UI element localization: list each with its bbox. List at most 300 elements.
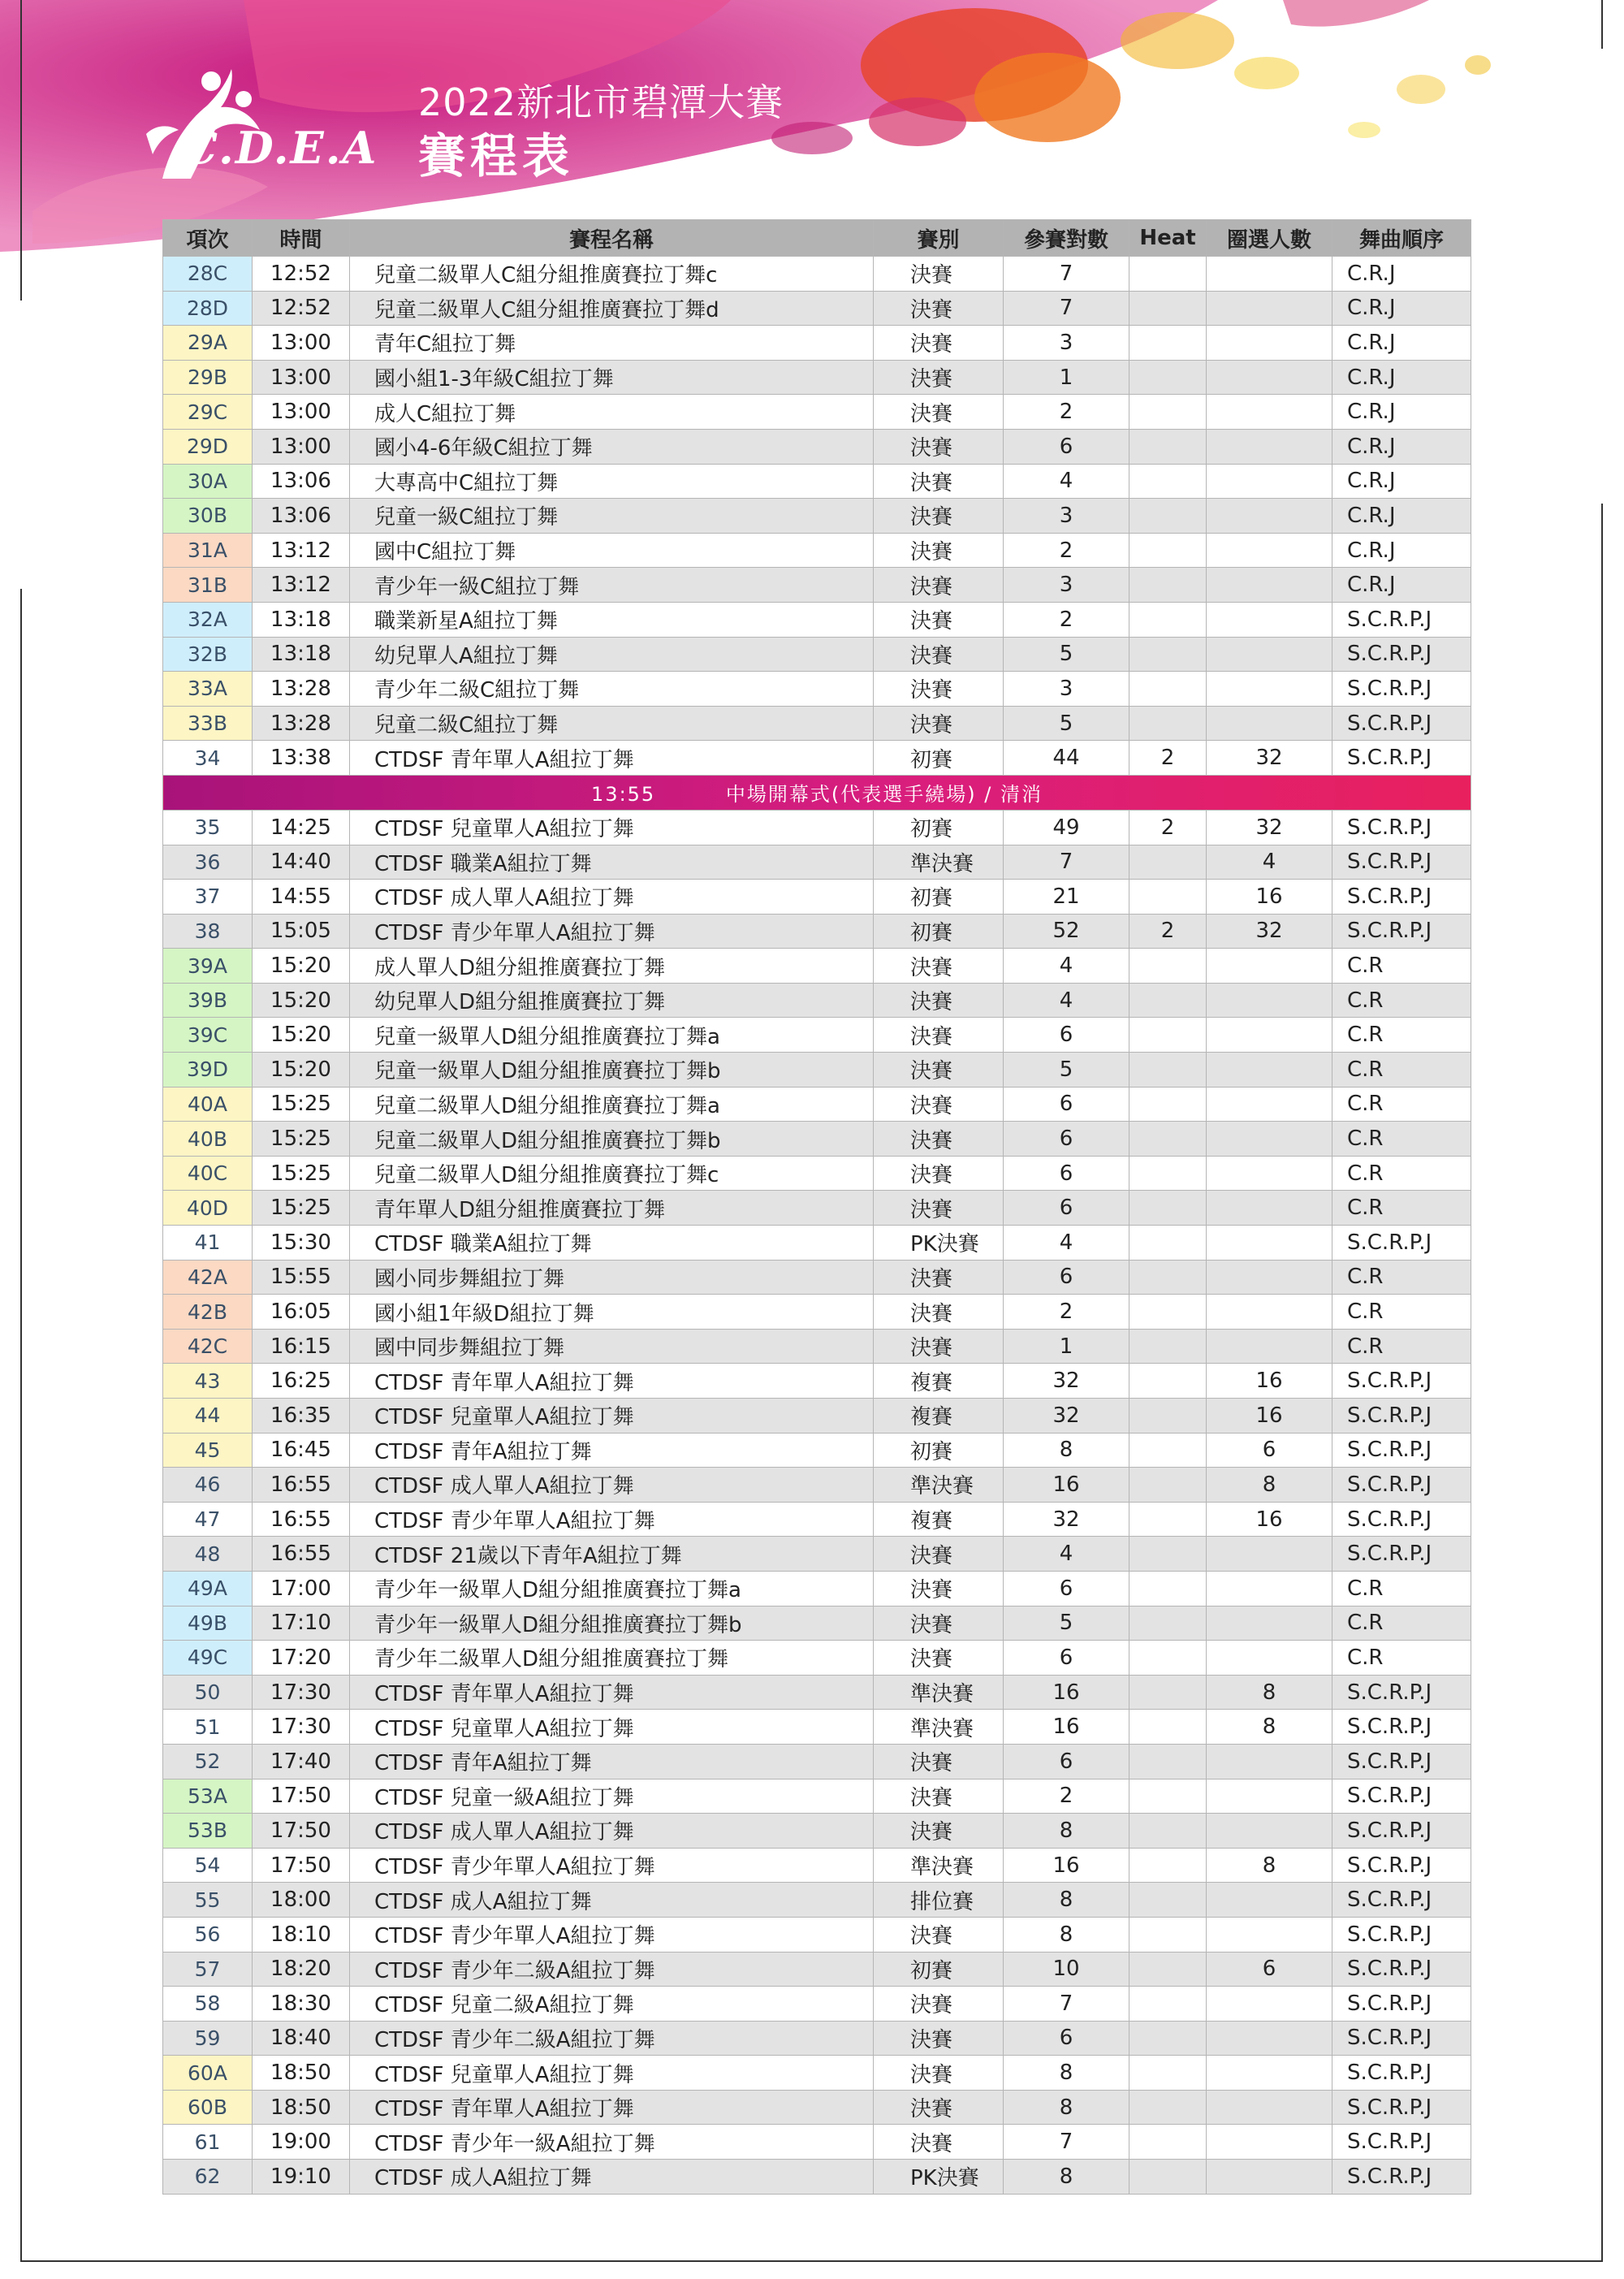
cell-select xyxy=(1207,1226,1332,1261)
cell-couples: 6 xyxy=(1004,1191,1129,1226)
cell-time: 16:25 xyxy=(253,1364,350,1399)
cell-event-name: CTDSF 青年單人A組拉丁舞 xyxy=(350,1364,874,1399)
cell-select xyxy=(1207,1156,1332,1191)
cell-id: 56 xyxy=(163,1917,253,1952)
cell-dance-order: S.C.R.P.J xyxy=(1332,810,1471,845)
cell-heat xyxy=(1129,1675,1207,1710)
cell-couples: 5 xyxy=(1004,637,1129,672)
cell-heat xyxy=(1129,1571,1207,1606)
table-row xyxy=(163,1468,1471,1503)
cell-time: 17:10 xyxy=(253,1606,350,1641)
cell-select xyxy=(1207,464,1332,499)
event-title: 2022新北市碧潭大賽 xyxy=(418,80,784,124)
cell-time: 13:28 xyxy=(253,706,350,741)
cell-time: 12:52 xyxy=(253,291,350,326)
cell-time: 18:00 xyxy=(253,1883,350,1918)
cell-id: 62 xyxy=(163,2160,253,2195)
table-row xyxy=(163,1848,1471,1883)
cell-select xyxy=(1207,1018,1332,1053)
cell-time: 18:20 xyxy=(253,1952,350,1987)
table-row xyxy=(163,1087,1471,1122)
cell-heat xyxy=(1129,2090,1207,2125)
cell-id: 29A xyxy=(163,326,253,361)
table-row xyxy=(163,2125,1471,2160)
cell-heat xyxy=(1129,1053,1207,1088)
cell-round: 準決賽 xyxy=(874,1710,1004,1745)
cell-event-name: CTDSF 青少年二級A組拉丁舞 xyxy=(350,2021,874,2056)
schedule-rows-before-break xyxy=(163,257,1471,776)
cell-event-name: CTDSF 青年A組拉丁舞 xyxy=(350,1433,874,1468)
cell-select: 32 xyxy=(1207,914,1332,949)
cell-round: 決賽 xyxy=(874,533,1004,568)
cell-heat xyxy=(1129,1883,1207,1918)
cell-dance-order: S.C.R.P.J xyxy=(1332,2090,1471,2125)
table-row xyxy=(163,1571,1471,1606)
table-row xyxy=(163,1744,1471,1779)
cell-time: 19:10 xyxy=(253,2160,350,2195)
cell-dance-order: S.C.R.P.J xyxy=(1332,2160,1471,2195)
cell-dance-order: S.C.R.P.J xyxy=(1332,2021,1471,2056)
cell-dance-order: S.C.R.P.J xyxy=(1332,1364,1471,1399)
cell-id: 61 xyxy=(163,2125,253,2160)
cell-heat xyxy=(1129,983,1207,1018)
cell-time: 14:55 xyxy=(253,880,350,915)
cell-time: 18:10 xyxy=(253,1917,350,1952)
cell-dance-order: S.C.R.P.J xyxy=(1332,1710,1471,1745)
cell-couples: 2 xyxy=(1004,533,1129,568)
cell-couples: 5 xyxy=(1004,1606,1129,1641)
cell-id: 40A xyxy=(163,1087,253,1122)
table-row xyxy=(163,1122,1471,1157)
table-row xyxy=(163,1779,1471,1814)
cell-event-name: 國小4-6年級C組拉丁舞 xyxy=(350,429,874,464)
cell-couples: 21 xyxy=(1004,880,1129,915)
cell-heat xyxy=(1129,1226,1207,1261)
cell-round: 決賽 xyxy=(874,672,1004,707)
cell-time: 15:30 xyxy=(253,1226,350,1261)
cell-dance-order: S.C.R.P.J xyxy=(1332,1399,1471,1434)
table-row xyxy=(163,1399,1471,1434)
table-row xyxy=(163,533,1471,568)
cell-event-name: CTDSF 成人單人A組拉丁舞 xyxy=(350,1814,874,1849)
cell-event-name: CTDSF 兒童單人A組拉丁舞 xyxy=(350,2056,874,2091)
cell-dance-order: C.R.J xyxy=(1332,291,1471,326)
cell-couples: 3 xyxy=(1004,499,1129,534)
cell-id: 32A xyxy=(163,602,253,637)
cell-time: 15:55 xyxy=(253,1260,350,1295)
table-row xyxy=(163,1053,1471,1088)
col-header-time: 時間 xyxy=(253,220,350,257)
table-row xyxy=(163,1191,1471,1226)
cell-select: 32 xyxy=(1207,810,1332,845)
logo-text: C.D.E.A xyxy=(183,122,378,174)
cell-id: 31B xyxy=(163,568,253,603)
cell-select: 16 xyxy=(1207,880,1332,915)
cell-select xyxy=(1207,568,1332,603)
cell-dance-order: C.R xyxy=(1332,1260,1471,1295)
cell-round: 決賽 xyxy=(874,1641,1004,1676)
cell-round: 決賽 xyxy=(874,949,1004,984)
cell-couples: 32 xyxy=(1004,1399,1129,1434)
table-row xyxy=(163,1537,1471,1572)
cell-round: 決賽 xyxy=(874,1744,1004,1779)
cell-heat xyxy=(1129,1848,1207,1883)
cell-id: 31A xyxy=(163,533,253,568)
cell-time: 18:50 xyxy=(253,2090,350,2125)
cell-round: 決賽 xyxy=(874,1814,1004,1849)
cell-heat: 2 xyxy=(1129,914,1207,949)
cell-dance-order: C.R xyxy=(1332,1122,1471,1157)
cell-event-name: CTDSF 兒童一級A組拉丁舞 xyxy=(350,1779,874,1814)
cell-id: 39A xyxy=(163,949,253,984)
cell-dance-order: C.R xyxy=(1332,1329,1471,1364)
cell-dance-order: S.C.R.P.J xyxy=(1332,672,1471,707)
cell-select xyxy=(1207,1329,1332,1364)
cell-round: 決賽 xyxy=(874,1191,1004,1226)
cell-id: 42C xyxy=(163,1329,253,1364)
cell-round: 準決賽 xyxy=(874,1468,1004,1503)
cell-couples: 7 xyxy=(1004,291,1129,326)
cell-dance-order: C.R xyxy=(1332,983,1471,1018)
cell-time: 15:25 xyxy=(253,1087,350,1122)
cell-heat xyxy=(1129,2056,1207,2091)
cell-id: 39C xyxy=(163,1018,253,1053)
cell-heat xyxy=(1129,949,1207,984)
cell-select xyxy=(1207,1260,1332,1295)
cell-select xyxy=(1207,1295,1332,1330)
cell-couples: 7 xyxy=(1004,845,1129,880)
cell-event-name: CTDSF 青少年單人A組拉丁舞 xyxy=(350,1848,874,1883)
cell-time: 15:20 xyxy=(253,1053,350,1088)
cell-dance-order: C.R xyxy=(1332,949,1471,984)
cell-couples: 3 xyxy=(1004,326,1129,361)
cell-dance-order: S.C.R.P.J xyxy=(1332,1744,1471,1779)
cell-dance-order: C.R xyxy=(1332,1053,1471,1088)
crop-mark-right-top xyxy=(1601,0,1603,49)
table-row xyxy=(163,360,1471,395)
cell-heat xyxy=(1129,2021,1207,2056)
cell-id: 49A xyxy=(163,1571,253,1606)
cell-event-name: CTDSF 青少年一級A組拉丁舞 xyxy=(350,2125,874,2160)
cell-event-name: CTDSF 青少年單人A組拉丁舞 xyxy=(350,1917,874,1952)
cell-round: 準決賽 xyxy=(874,1848,1004,1883)
cell-id: 35 xyxy=(163,810,253,845)
cell-couples: 32 xyxy=(1004,1502,1129,1537)
cell-time: 12:52 xyxy=(253,257,350,292)
table-row xyxy=(163,1364,1471,1399)
cell-time: 15:20 xyxy=(253,1018,350,1053)
cell-heat: 2 xyxy=(1129,741,1207,776)
cell-dance-order: C.R.J xyxy=(1332,326,1471,361)
cell-time: 14:25 xyxy=(253,810,350,845)
cell-time: 13:12 xyxy=(253,533,350,568)
cell-time: 13:06 xyxy=(253,464,350,499)
cell-time: 16:15 xyxy=(253,1329,350,1364)
cell-round: 複賽 xyxy=(874,1364,1004,1399)
cell-id: 49C xyxy=(163,1641,253,1676)
cell-heat xyxy=(1129,1295,1207,1330)
cell-id: 32B xyxy=(163,637,253,672)
cell-time: 17:50 xyxy=(253,1848,350,1883)
cell-id: 51 xyxy=(163,1710,253,1745)
cell-heat xyxy=(1129,1537,1207,1572)
cell-id: 52 xyxy=(163,1744,253,1779)
cell-time: 18:30 xyxy=(253,1987,350,2022)
cell-couples: 6 xyxy=(1004,1156,1129,1191)
cell-select xyxy=(1207,672,1332,707)
cell-heat xyxy=(1129,1641,1207,1676)
cell-dance-order: S.C.R.P.J xyxy=(1332,706,1471,741)
cell-couples: 6 xyxy=(1004,1018,1129,1053)
table-row xyxy=(163,1156,1471,1191)
cell-select xyxy=(1207,2090,1332,2125)
cell-time: 16:05 xyxy=(253,1295,350,1330)
cell-select xyxy=(1207,706,1332,741)
cell-heat: 2 xyxy=(1129,810,1207,845)
cell-heat xyxy=(1129,845,1207,880)
cell-time: 13:06 xyxy=(253,499,350,534)
cell-id: 47 xyxy=(163,1502,253,1537)
cell-select xyxy=(1207,1191,1332,1226)
cell-couples: 5 xyxy=(1004,1053,1129,1088)
table-header-row xyxy=(163,220,1471,257)
table-row xyxy=(163,1260,1471,1295)
cell-couples: 8 xyxy=(1004,2160,1129,2195)
cell-round: 決賽 xyxy=(874,706,1004,741)
cell-time: 13:38 xyxy=(253,741,350,776)
cell-event-name: 兒童二級單人D組分組推廣賽拉丁舞c xyxy=(350,1156,874,1191)
cell-heat xyxy=(1129,1156,1207,1191)
cell-select xyxy=(1207,983,1332,1018)
cell-dance-order: C.R.J xyxy=(1332,257,1471,292)
cell-couples: 8 xyxy=(1004,2090,1129,2125)
cell-time: 15:20 xyxy=(253,983,350,1018)
cell-couples: 3 xyxy=(1004,672,1129,707)
cell-heat xyxy=(1129,360,1207,395)
cell-couples: 1 xyxy=(1004,1329,1129,1364)
cell-round: 準決賽 xyxy=(874,845,1004,880)
cell-event-name: 青少年一級單人D組分組推廣賽拉丁舞a xyxy=(350,1571,874,1606)
crop-mark-left-top xyxy=(20,0,22,301)
cell-heat xyxy=(1129,1779,1207,1814)
schedule-rows-after-break xyxy=(163,810,1471,2194)
cell-dance-order: S.C.R.P.J xyxy=(1332,1883,1471,1918)
cell-event-name: 青少年一級單人D組分組推廣賽拉丁舞b xyxy=(350,1606,874,1641)
cell-heat xyxy=(1129,1018,1207,1053)
cell-dance-order: S.C.R.P.J xyxy=(1332,1987,1471,2022)
cell-couples: 10 xyxy=(1004,1952,1129,1987)
cell-select xyxy=(1207,360,1332,395)
cell-couples: 8 xyxy=(1004,2056,1129,2091)
cell-time: 13:00 xyxy=(253,326,350,361)
cell-dance-order: S.C.R.P.J xyxy=(1332,845,1471,880)
crop-mark-right xyxy=(1601,504,1603,2262)
cell-heat xyxy=(1129,637,1207,672)
break-time: 13:55 xyxy=(591,783,656,807)
cell-heat xyxy=(1129,395,1207,430)
cell-id: 34 xyxy=(163,741,253,776)
cell-event-name: 成人單人D組分組推廣賽拉丁舞 xyxy=(350,949,874,984)
cell-id: 40B xyxy=(163,1122,253,1157)
cell-event-name: 兒童二級單人C組分組推廣賽拉丁舞c xyxy=(350,257,874,292)
cell-round: 決賽 xyxy=(874,2090,1004,2125)
cell-couples: 8 xyxy=(1004,1917,1129,1952)
cell-select xyxy=(1207,2021,1332,2056)
cell-heat xyxy=(1129,672,1207,707)
cell-select xyxy=(1207,1987,1332,2022)
cell-time: 16:35 xyxy=(253,1399,350,1434)
cell-event-name: CTDSF 兒童單人A組拉丁舞 xyxy=(350,1710,874,1745)
cell-heat xyxy=(1129,1122,1207,1157)
cell-couples: 6 xyxy=(1004,1641,1129,1676)
cell-select: 8 xyxy=(1207,1848,1332,1883)
cell-event-name: 兒童二級單人D組分組推廣賽拉丁舞a xyxy=(350,1087,874,1122)
table-row xyxy=(163,741,1471,776)
cell-time: 19:00 xyxy=(253,2125,350,2160)
cell-id: 54 xyxy=(163,1848,253,1883)
cell-time: 13:18 xyxy=(253,602,350,637)
cell-event-name: 國小同步舞組拉丁舞 xyxy=(350,1260,874,1295)
cell-round: 初賽 xyxy=(874,1952,1004,1987)
cell-dance-order: S.C.R.P.J xyxy=(1332,1537,1471,1572)
cell-round: 決賽 xyxy=(874,1122,1004,1157)
cell-round: 決賽 xyxy=(874,1053,1004,1088)
cell-id: 38 xyxy=(163,914,253,949)
table-row xyxy=(163,706,1471,741)
cell-time: 13:00 xyxy=(253,429,350,464)
cell-dance-order: S.C.R.P.J xyxy=(1332,914,1471,949)
cell-round: 決賽 xyxy=(874,1537,1004,1572)
cell-dance-order: S.C.R.P.J xyxy=(1332,1226,1471,1261)
cell-select xyxy=(1207,2056,1332,2091)
cell-couples: 6 xyxy=(1004,1260,1129,1295)
cell-round: 決賽 xyxy=(874,360,1004,395)
cell-heat xyxy=(1129,464,1207,499)
table-row xyxy=(163,1502,1471,1537)
cell-dance-order: C.R.J xyxy=(1332,568,1471,603)
cell-event-name: CTDSF 兒童二級A組拉丁舞 xyxy=(350,1987,874,2022)
cell-dance-order: S.C.R.P.J xyxy=(1332,602,1471,637)
cell-heat xyxy=(1129,1917,1207,1952)
cell-id: 57 xyxy=(163,1952,253,1987)
cell-time: 13:18 xyxy=(253,637,350,672)
table-row xyxy=(163,983,1471,1018)
cell-event-name: CTDSF 青年單人A組拉丁舞 xyxy=(350,2090,874,2125)
cell-id: 33A xyxy=(163,672,253,707)
cell-select xyxy=(1207,949,1332,984)
table-row xyxy=(163,568,1471,603)
cell-heat xyxy=(1129,533,1207,568)
cell-event-name: CTDSF 青少年二級A組拉丁舞 xyxy=(350,1952,874,1987)
cell-heat xyxy=(1129,1606,1207,1641)
cell-round: 決賽 xyxy=(874,568,1004,603)
cell-heat xyxy=(1129,1744,1207,1779)
cell-id: 28D xyxy=(163,291,253,326)
cell-dance-order: S.C.R.P.J xyxy=(1332,1502,1471,1537)
cell-time: 15:25 xyxy=(253,1122,350,1157)
cell-round: 決賽 xyxy=(874,1156,1004,1191)
cell-round: 初賽 xyxy=(874,810,1004,845)
cell-select: 32 xyxy=(1207,741,1332,776)
table-row xyxy=(163,1917,1471,1952)
cell-couples: 2 xyxy=(1004,1779,1129,1814)
cell-time: 16:55 xyxy=(253,1537,350,1572)
table-row xyxy=(163,2160,1471,2195)
cell-heat xyxy=(1129,429,1207,464)
cell-round: 決賽 xyxy=(874,499,1004,534)
cell-dance-order: S.C.R.P.J xyxy=(1332,1848,1471,1883)
table-row xyxy=(163,1710,1471,1745)
table-row xyxy=(163,1018,1471,1053)
cell-time: 17:00 xyxy=(253,1571,350,1606)
page-title: 賽程表 xyxy=(418,128,575,184)
cell-select: 16 xyxy=(1207,1364,1332,1399)
cell-select xyxy=(1207,1537,1332,1572)
table-row xyxy=(163,1295,1471,1330)
cell-couples: 8 xyxy=(1004,1433,1129,1468)
cell-heat xyxy=(1129,602,1207,637)
cell-couples: 8 xyxy=(1004,1883,1129,1918)
cell-round: 決賽 xyxy=(874,395,1004,430)
cell-dance-order: C.R.J xyxy=(1332,533,1471,568)
cell-id: 48 xyxy=(163,1537,253,1572)
cell-dance-order: C.R xyxy=(1332,1156,1471,1191)
cell-couples: 2 xyxy=(1004,602,1129,637)
cell-event-name: 國中C組拉丁舞 xyxy=(350,533,874,568)
cell-dance-order: S.C.R.P.J xyxy=(1332,1779,1471,1814)
cell-event-name: 國中同步舞組拉丁舞 xyxy=(350,1329,874,1364)
cell-select: 6 xyxy=(1207,1433,1332,1468)
table-row xyxy=(163,1606,1471,1641)
cell-time: 16:55 xyxy=(253,1502,350,1537)
cell-dance-order: C.R xyxy=(1332,1606,1471,1641)
cell-event-name: CTDSF 青年單人A組拉丁舞 xyxy=(350,1675,874,1710)
cell-round: 初賽 xyxy=(874,880,1004,915)
cell-event-name: 兒童二級單人D組分組推廣賽拉丁舞b xyxy=(350,1122,874,1157)
cell-id: 45 xyxy=(163,1433,253,1468)
cell-heat xyxy=(1129,326,1207,361)
cell-couples: 4 xyxy=(1004,1537,1129,1572)
cell-round: 決賽 xyxy=(874,2056,1004,2091)
cell-couples: 6 xyxy=(1004,1122,1129,1157)
cell-id: 33B xyxy=(163,706,253,741)
cell-round: 決賽 xyxy=(874,1087,1004,1122)
cell-select: 16 xyxy=(1207,1502,1332,1537)
cell-round: 決賽 xyxy=(874,602,1004,637)
cell-select xyxy=(1207,1779,1332,1814)
cell-time: 14:40 xyxy=(253,845,350,880)
cell-event-name: 兒童二級單人C組分組推廣賽拉丁舞d xyxy=(350,291,874,326)
cell-dance-order: C.R.J xyxy=(1332,464,1471,499)
cell-couples: 16 xyxy=(1004,1468,1129,1503)
cell-event-name: CTDSF 成人單人A組拉丁舞 xyxy=(350,880,874,915)
cell-heat xyxy=(1129,1468,1207,1503)
cell-select xyxy=(1207,637,1332,672)
col-header-order: 舞曲順序 xyxy=(1332,220,1471,257)
cell-id: 37 xyxy=(163,880,253,915)
cell-heat xyxy=(1129,1364,1207,1399)
cell-id: 60B xyxy=(163,2090,253,2125)
cell-couples: 44 xyxy=(1004,741,1129,776)
cell-round: 決賽 xyxy=(874,291,1004,326)
cell-time: 15:20 xyxy=(253,949,350,984)
cell-event-name: 大專高中C組拉丁舞 xyxy=(350,464,874,499)
cell-id: 58 xyxy=(163,1987,253,2022)
cell-dance-order: C.R.J xyxy=(1332,429,1471,464)
cell-dance-order: S.C.R.P.J xyxy=(1332,1675,1471,1710)
table-row xyxy=(163,914,1471,949)
cell-event-name: CTDSF 成人A組拉丁舞 xyxy=(350,2160,874,2195)
